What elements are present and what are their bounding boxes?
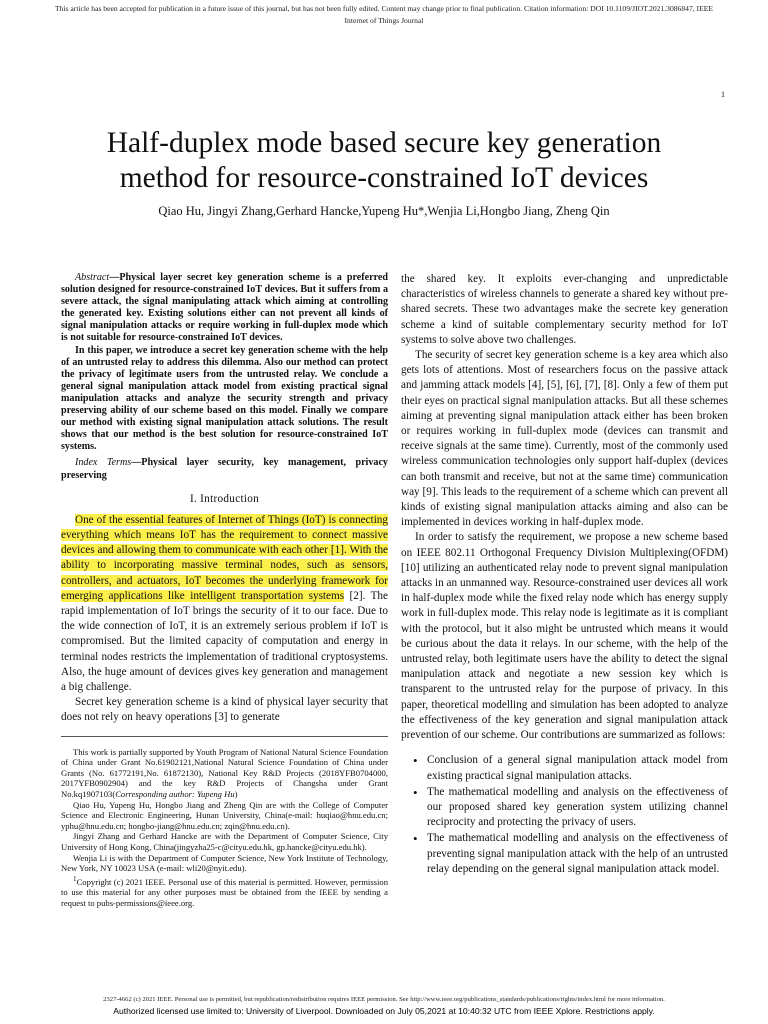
section-heading-introduction: I. Introduction: [189, 492, 260, 505]
right-column: [401, 272, 728, 878]
notice-line-1: This article has been accepted for publication in a future issue of this journal, but has not been fully edited. Content may change prior to final publication. Citation information: DOI 10.1109/JIOT.2021.3086847, IEEE: [55, 4, 713, 13]
right-paragraph-2: The security of secret key generation scheme is a key area which also gets lots of attentions. Most of researchers focus on the passive attack and jamming attack models [4], [5], [6], [7], [8]. Only a few of them put their eyes on practical signal manipulation attacks. But all these schemes aiming at preventing signal manipulation attack either has been broken or requires working in full-duplex mode (devices can transmit and receive signals at the same time). Currently, most of the commonly used wireless communication technologies only support half-duplex (devices can both transmit and receive, but not at the same time) communication way [9]. This leads to the requirement of a scheme which can prevent all kinds of existing signal manipulation attacks aiming and also can be implemented in devices working in half-duplex mode.: [401, 349, 728, 529]
right-paragraph-3: In order to satisfy the requirement, we propose a new scheme based on IEEE 802.11 Orthogonal Frequency Division Multiplexing(OFDM) [10] utilizing an authenticated relay node to prevent signal manipulation attacks in an unmanned way. Resource-constrained user devices all work in half-duplex mode while the fixed relay node which has energy supply work in full-duplex mode. This relay node is legitimate as it is compliant with the protocol, but it also might be untrusted which means it would be curious about the data it relays. In our scheme, with the help of the untrusted relay, both legitimate users have the ability to detect the signal manipulation attack and negotiate a new session key which is transparent to the untrusted relay for the purpose of privacy. In this paper, theoretical modelling and simulation has been adopted to analyze the effectiveness of the key generation and signal manipulation attack prevention of our scheme. Our contributions are summarized as follows:: [401, 531, 728, 742]
footnote-cityu-affiliation: Jingyi Zhang and Gerhard Hancke are with the Department of Computer Science, City University of Hong Kong, China(jingyzha25-c@cityu.edu.hk, gp.hancke@cityu.edu.hk).: [61, 831, 388, 852]
list-item: • The mathematical modelling and analysis on the effectiveness of our proposed shared key generation system utilizing channel reciprocity and protecting the privacy of users.: [427, 785, 728, 831]
intro-paragraph-1: [61, 513, 388, 695]
intro-paragraph-2: Secret key generation scheme is a kind of physical layer security that does not rely on heavy operations [3] to generate: [61, 696, 388, 724]
publication-notice: [0, 3, 768, 27]
right-paragraph-1: the shared key. It exploits ever-changing and unpredictable characteristics of wireless channels to generate a shared key without pre-shared secrets. These two advantages make the secrete key generation scheme a kind of suitable complementary security method for IoT systems to solve above two challenges.: [401, 273, 728, 346]
list-item: • The mathematical modelling and analysis on the effectiveness of preventing signal manipulation attack with the help of an untrusted relay depending on the general signal manipulation attack model.: [427, 831, 728, 877]
abstract-paragraph-2: In this paper, we introduce a secret key generation scheme with the help of an untrusted relay to address this dilemma. Also our method can protect the privacy of legitimate users from the untrusted relay. We conclude a general signal manipulation attack model from existing practical signal manipulation attacks and analyze the security strength and privacy preserving ability of our scheme based on this model. Finally we compare our method with existing signal manipulation attack solutions. The result shows that our method is the best solution for resource-constrained IoT systems.: [61, 344, 388, 453]
paper-title: [0, 126, 768, 196]
footnotes: [61, 736, 388, 909]
abstract-paragraph-1: [61, 272, 388, 345]
footnote-copyright-text: Copyright (c) 2021 IEEE. Personal use of this material is permitted. However, permission to use this material for any other purposes must be obtained from the IEEE by sending a request to pubs-permissions@ieee.org.: [61, 876, 388, 908]
footnote-corresponding: Corresponding author: Yupeng Hu: [115, 789, 235, 800]
index-terms-text: —Physical layer security, key management, privacy preserving: [61, 457, 388, 481]
notice-line-2: Internet of Things Journal: [344, 16, 424, 25]
license-notice: Authorized licensed use limited to: University of Liverpool. Downloaded on July 05,2021 at 10:40:32 UTC from IEEE Xplore. Restrictions apply.: [113, 1006, 655, 1016]
page-number: 1: [721, 90, 725, 99]
abstract-label: Abstract: [75, 272, 110, 283]
highlighted-text[interactable]: One of the essential features of Internet of Things (IoT) is connecting everything which means IoT has the requirement to connect massive devices and allowing them to communicate with each other [1]. With the ability to incorporating massive terminal nodes, such as sensors, controllers, and actuators, IoT becomes the underlying framework for emerging applications like intelligent transportation systems: [61, 513, 388, 602]
index-terms: [61, 457, 388, 481]
list-item: • Conclusion of a general signal manipulation attack model from existing practical signal manipulation attacks.: [427, 753, 728, 783]
left-column: [61, 272, 388, 908]
footnote-copyright: [61, 874, 388, 909]
footnote-funding-text: This work is partially supported by Youth Program of National Natural Science Foundation of China under Grant No.61902121,National Natural Science Foundation of China under Grants (No. 61772191,No. 61872130), National Key R&D Projects (2018YFB0704000, 2017YFB0902904) and the key R&D Projects of Changsha under Grant No.kq1907103(: [61, 746, 388, 800]
footnote-funding-end: ): [234, 789, 238, 800]
author-list: Qiao Hu, Jingyi Zhang,Gerhard Hancke,Yupeng Hu*,Wenjia Li,Hongbo Jiang, Zheng Qin: [158, 204, 610, 218]
footnote-hnu-affiliation: Qiao Hu, Yupeng Hu, Hongbo Jiang and Zheng Qin are with the College of Computer Science and Electronic Engineering, Hunan University, China(e-mail: huqiao@hnu.edu.cn; yphu@hnu.edu.cn; hongbo-jiang@hnu.edu.cn; zqin@hnu.edu.cn).: [61, 799, 388, 831]
title-line-1: Half-duplex mode based secure key generation: [106, 127, 662, 159]
intro-paragraph-1-rest: [2]. The rapid implementation of IoT brings the security of it to our face. Due to the wide connection of IoT, it is an extremely serious problem if IoT is compromised. But the limited capacity of computation and energy in terminal nodes restricts the implementation of traditional cryptosystems. Also, the huge amount of devices gives key generation and management a big challenge.: [61, 589, 388, 694]
footnote-nyit-affiliation: Wenjia Li is with the Department of Computer Science, New York Institute of Technology, New York, NY 10023 USA (e-mail: wli20@nyit.edu).: [61, 852, 388, 874]
contributions-list: [401, 753, 728, 877]
index-terms-label: Index Terms: [75, 457, 132, 469]
footnote-copyright-mark: 1: [73, 874, 77, 883]
title-line-2: method for resource-constrained IoT devices: [119, 162, 649, 194]
abstract-text-1: —Physical layer secret key generation scheme is a preferred solution designed for resource-constrained IoT devices. But it suffers from a severe attack, the signal manipulating attack which aiming at controlling the generated key. Existing solutions either can not prevent all kinds of signal manipulation attacks or require working in full-duplex mode which is not suitable for resource-constrained IoT devices.: [61, 272, 388, 344]
footnote-funding: [61, 747, 388, 800]
ieee-copyright-line: 2327-4662 (c) 2021 IEEE. Personal use is permitted, but republication/redistribution requires IEEE permission. See http://www.ieee.org/publications_standards/publications/rights/index.html for more information.: [103, 996, 665, 1003]
